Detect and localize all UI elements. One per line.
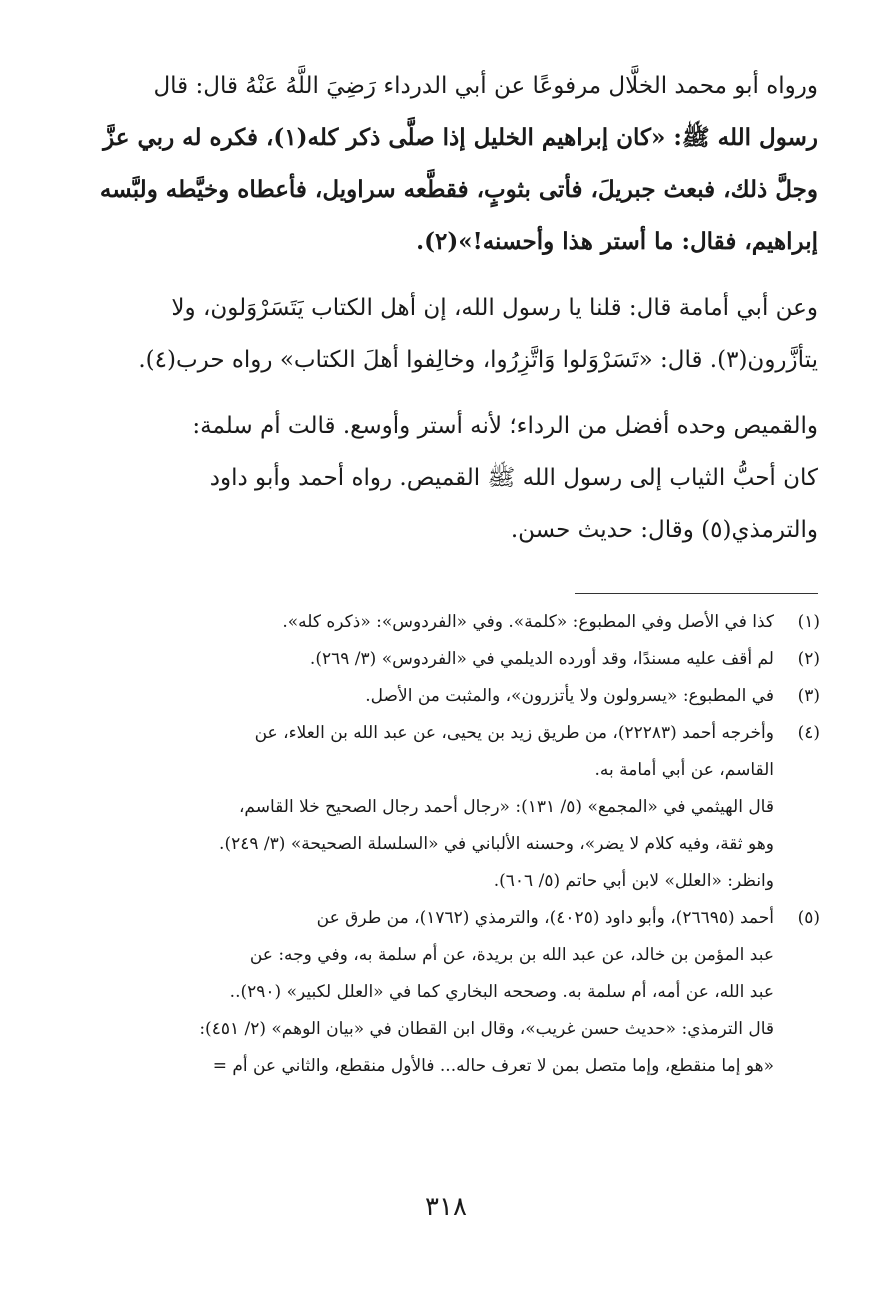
page-number: ٣١٨ [425, 1192, 467, 1222]
footnote-line: وانظر: «العلل» لابن أبي حاتم (٥/ ٦٠٦). [493, 871, 774, 891]
footnote-line: وهو ثقة، وفيه كلام لا يضر»، وحسنه الألباني في «السلسلة الصحيحة» (٣/ ٢٤٩). [219, 834, 774, 854]
footnote [78, 604, 820, 641]
footnote-line: قال الهيثمي في «المجمع» (٥/ ١٣١): «رجال أحمد رجال الصحيح خلا القاسم، [238, 797, 774, 817]
footnotes [78, 604, 820, 1085]
footnote-line: وأخرجه أحمد (٢٢٢٨٣)، من طريق زيد بن يحيى، عن عبد الله بن العلاء، عن [254, 723, 774, 743]
footnote-number: (٥) [797, 908, 820, 928]
text-line: وعن أبي أمامة قال: قلنا يا رسول الله، إن أهل الكتاب يَتَسَرْوَلون، ولا [171, 295, 818, 321]
footnote-line: أحمد (٢٦٦٩٥)، وأبو داود (٤٠٢٥)، والترمذي (١٧٦٢)، من طرق عن [316, 908, 774, 928]
footnote [78, 900, 820, 1085]
footnote [78, 678, 820, 715]
text-line: وجلَّ ذلك، فبعث جبريلَ، فأتى بثوبٍ، فقطَّعه سراويل، فأعطاه وخيَّطه ولبَّسه [99, 176, 818, 203]
footnote [78, 715, 820, 900]
text-line: إبراهيم، فقال: ما أستر هذا وأحسنه!»(٢). [416, 228, 818, 255]
paragraph [78, 282, 818, 386]
text-line: والترمذي(٥) وقال: حديث حسن. [510, 517, 818, 543]
text-line: رسول الله ﷺ: «كان إبراهيم الخليل إذا صلَّى ذكر كله(١)، فكره له ربي عزَّ [103, 124, 818, 151]
main-text [78, 60, 818, 570]
footnote-number: (٤) [797, 723, 820, 743]
footnote-line: قال الترمذي: «حديث حسن غريب»، وقال ابن القطان في «بيان الوهم» (٢/ ٤٥١): [199, 1019, 774, 1039]
footnote-number: (٢) [797, 649, 820, 669]
footnote-line: في المطبوع: «يسرولون ولا يأتزرون»، والمثبت من الأصل. [365, 686, 774, 706]
text-line: والقميص وحده أفضل من الرداء؛ لأنه أستر وأوسع. قالت أم سلمة: [192, 413, 818, 439]
paragraph [78, 60, 818, 268]
footnote-divider [575, 593, 818, 594]
text-line: كان أحبُّ الثياب إلى رسول الله ﷺ القميص. رواه أحمد وأبو داود [209, 465, 818, 491]
footnote [78, 641, 820, 678]
footnote-number: (٣) [797, 686, 820, 706]
footnote-line: كذا في الأصل وفي المطبوع: «كلمة». وفي «الفردوس»: «ذكره كله». [282, 612, 774, 632]
footnote-line: لم أقف عليه مسندًا، وقد أورده الديلمي في «الفردوس» (٣/ ٢٦٩). [309, 649, 774, 669]
text-line: ورواه أبو محمد الخلَّال مرفوعًا عن أبي الدرداء رَضِيَ اللَّهُ عَنْهُ قال: قال [153, 73, 818, 99]
footnote-line: عبد الله، عن أمه، أم سلمة به. وصححه البخاري كما في «العلل لكبير» (٢٩٠).. [229, 982, 774, 1002]
footnote-line: «هو إما منقطع، وإما متصل بمن لا تعرف حاله... فالأول منقطع، والثاني عن أم = [212, 1056, 774, 1076]
footnote-number: (١) [797, 612, 820, 632]
footnote-line: عبد المؤمن بن خالد، عن عبد الله بن بريدة، عن أم سلمة به، وفي وجه: عن [249, 945, 774, 965]
footnote-line: القاسم، عن أبي أمامة به. [594, 760, 774, 780]
text-line: يتأزَّرون(٣). قال: «تَسَرْوَلوا وَاتَّزِرُوا، وخالِفوا أهلَ الكتاب» رواه حرب(٤). [138, 347, 818, 373]
paragraph [78, 400, 818, 556]
